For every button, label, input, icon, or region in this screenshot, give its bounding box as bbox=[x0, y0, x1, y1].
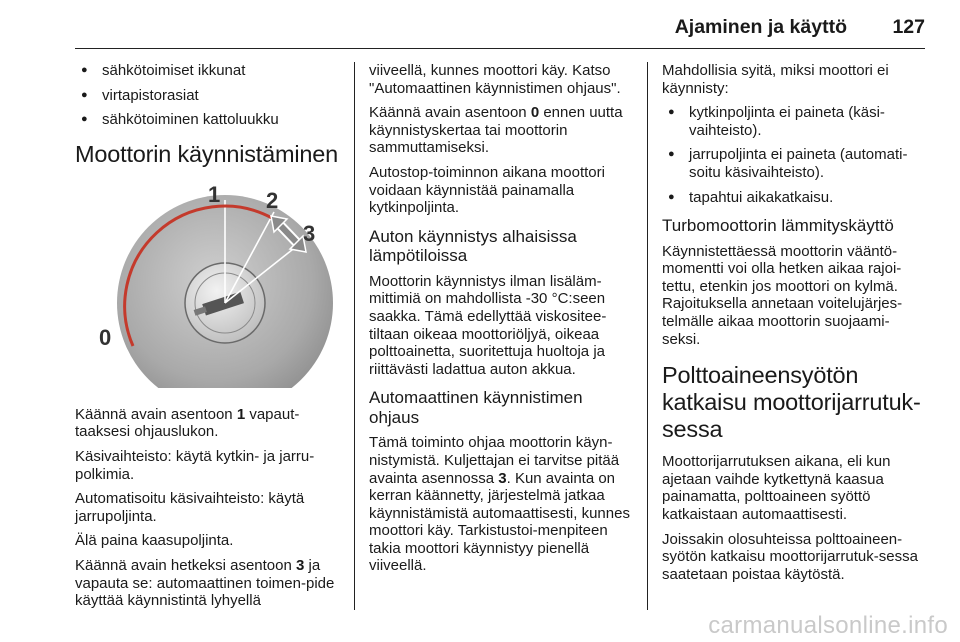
column-3 bbox=[662, 62, 926, 590]
paragraph: Moottorijarrutuksen aikana, eli kun ajetaan vaihde kytkettynä kaasua painamatta, polttoaineen syöttö katkaistaan automaattisesti. bbox=[662, 453, 891, 523]
position-label-1: 1 bbox=[208, 181, 221, 207]
page-header bbox=[75, 10, 925, 49]
subheading-turbo-warmup: Turbomoottorin lämmityskäyttö bbox=[662, 216, 894, 236]
position-label-2: 2 bbox=[266, 187, 279, 213]
subheading-auto-starter: Automaattinen käynnistimen ohjaus bbox=[369, 388, 583, 427]
section-heading-fuel-cutoff: Polttoaineensyötön katkaisu moottorijarrutuk-sessa bbox=[662, 362, 921, 443]
paragraph: Joissakin olosuhteissa polttoaineen-syötön katkaisu moottorijarrutuk-sessa saatetaan poistaa käytöstä. bbox=[662, 530, 918, 583]
list-item: ● sähkötoiminen kattoluukku bbox=[75, 111, 343, 129]
section-heading-engine-start: Moottorin käynnistäminen bbox=[75, 140, 338, 167]
column-divider-2 bbox=[647, 62, 648, 610]
paragraph: Moottorin käynnistys ilman lisäläm-mittimiä on mahdollista -30 °C:seen saakka. Tämä edellyttää viskositee-tiltaan oikeaa moottoriöljyä, oikeaa polttoainetta, suoritettuja huoltoja ja riittävästi ladattua auton akkua. bbox=[369, 272, 607, 378]
bullet-list-1 bbox=[75, 62, 343, 129]
paragraph: Käännä avain asentoon 1 vapaut-taaksesi ohjauslukon. bbox=[75, 405, 300, 441]
position-label-3: 3 bbox=[303, 220, 316, 246]
position-label-0: 0 bbox=[99, 324, 112, 350]
running-title: Ajaminen ja käyttö bbox=[674, 16, 847, 38]
paragraph: Käännä avain hetkeksi asentoon 3 ja vapauta se: automaattinen toimen-pide käyttää käynnistintä lyhyellä bbox=[75, 556, 335, 610]
list-item: ● tapahtui aikakatkaisu. bbox=[662, 189, 926, 207]
list-item: ● sähkötoimiset ikkunat bbox=[75, 62, 343, 80]
bullet-list-3 bbox=[662, 104, 926, 206]
column-1 bbox=[75, 62, 343, 617]
paragraph: Käsivaihteisto: käytä kytkin- ja jarru-polkimia. bbox=[75, 447, 315, 483]
list-item: ● jarrupoljinta ei paineta (automati-soitu käsivaihteisto). bbox=[662, 146, 926, 181]
column-divider-1 bbox=[354, 62, 355, 610]
page-number: 127 bbox=[892, 16, 925, 38]
list-item: ● virtapistorasiat bbox=[75, 87, 343, 105]
paragraph: Autostop-toiminnon aikana moottori voidaan käynnistää painamalla kytkinpoljinta. bbox=[369, 163, 605, 217]
paragraph: viiveellä, kunnes moottori käy. Katso "Automaattinen käynnistimen ohjaus". bbox=[369, 62, 621, 97]
watermark: carmanualsonline.info bbox=[708, 612, 948, 639]
paragraph: Mahdollisia syitä, miksi moottori ei käynnisty: bbox=[662, 62, 889, 97]
subheading-cold-start: Auton käynnistys alhaisissa lämpötiloissa bbox=[369, 226, 577, 266]
column-2 bbox=[369, 62, 635, 582]
paragraph: Automatisoitu käsivaihteisto: käytä jarrupoljinta. bbox=[75, 490, 305, 525]
paragraph: Älä paina kaasupoljinta. bbox=[75, 532, 234, 550]
ignition-key-figure bbox=[75, 178, 341, 388]
paragraph: Käännä avain asentoon 0 ennen uutta käynnistyskertaa tai moottorin sammuttamiseksi. bbox=[369, 104, 623, 157]
ignition-switch-illustration bbox=[75, 178, 341, 388]
paragraph: Käynnistettäessä moottorin vääntö-momentti voi olla hetken aikaa rajoi-tettu, etenkin jos moottori on kylmä. Rajoituksella annetaan voitelujärjes-telmälle aikaa moottorin suojaami-seksi. bbox=[662, 242, 903, 348]
paragraph: Tämä toiminto ohjaa moottorin käyn-nistymistä. Kuljettajan ei tarvitse pitää avainta asennossa 3. Kun avainta on kerran käännetty, järjestelmä jatkaa käynnistämistä automaattisesti, kunnes moottori käy. Tarkistustoi-menpiteen takia moottori käynnistyy pienellä viiveellä. bbox=[369, 434, 630, 575]
list-item: ● kytkinpoljinta ei paineta (käsi-vaihteisto). bbox=[662, 104, 926, 139]
